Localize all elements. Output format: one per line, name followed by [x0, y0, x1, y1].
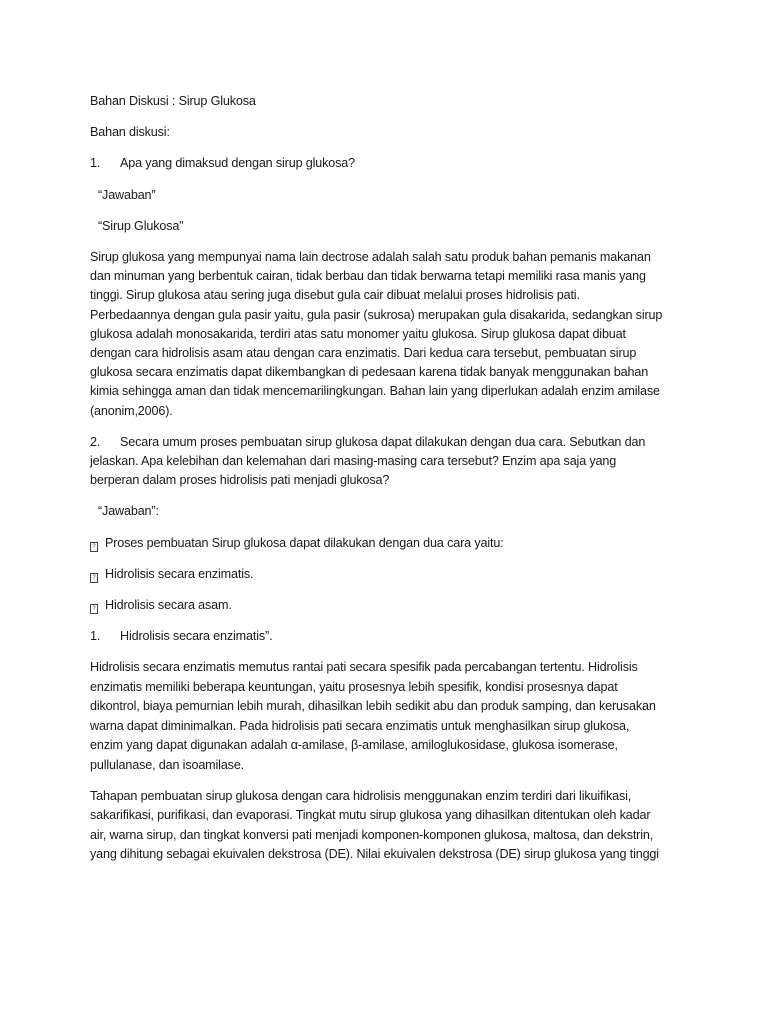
question-1 — [90, 154, 680, 173]
paragraph-line: dengan cara hidrolisis asam atau dengan cara enzimatis. Dari kedua cara tersebut, pembuatan sirup — [90, 346, 637, 361]
paragraph-line: dan minuman yang berbentuk cairan, tidak berbau dan tidak berwarna tetapi memiliki rasa manis yang — [90, 269, 646, 284]
paragraph-line: glukosa secara enzimatis dapat dikembangkan di pedesaan karena tidak banyak menggunakan bahan — [90, 365, 649, 380]
question-1-number: 1. — [90, 156, 101, 171]
missing-glyph-icon: ? — [90, 604, 98, 614]
paragraph-line: Hidrolisis secara enzimatis memutus rantai pati secara spesifik pada percabangan tertentu. Hidrolisis — [90, 660, 638, 675]
paragraph-2 — [90, 658, 680, 774]
question-2-number: 2. — [90, 434, 101, 449]
bullet-text: Hidrolisis secara asam. — [105, 598, 232, 613]
paragraph-line: enzimatis memiliki beberapa keuntungan, yaitu prosesnya lebih spesifik, kondisi prosesnya dapat — [90, 679, 618, 694]
paragraph-line: warna dapat diminimalkan. Pada hidrolisis pati secara enzimatis untuk menghasilkan sirup glukosa, — [90, 718, 630, 733]
question-2-line: berperan dalam proses hidrolisis pati menjadi glukosa? — [90, 473, 390, 488]
missing-glyph-icon: ? — [90, 542, 98, 552]
question-2 — [90, 433, 680, 491]
paragraph-line: (anonim,2006). — [90, 403, 173, 418]
bullet-item — [90, 534, 680, 553]
question-2-line: jelaskan. Apa kelebihan dan kelemahan dari masing-masing cara tersebut? Enzim apa saja yang — [90, 454, 617, 469]
subsection-1-number: 1. — [90, 629, 101, 644]
bullet-text: Proses pembuatan Sirup glukosa dapat dilakukan dengan dua cara yaitu: — [105, 535, 504, 550]
paragraph-line: dikontrol, biaya pemurnian lebih murah, dihasilkan lebih sedikit abu dan produk samping, dan kerusakan — [90, 699, 656, 714]
paragraph-line: tinggi. Sirup glukosa atau sering juga disebut gula cair dibuat melalui proses hidrolisis pati. — [90, 288, 580, 303]
paragraph-line: Sirup glukosa yang mempunyai nama lain dectrose adalah salah satu produk bahan pemanis makanan — [90, 250, 651, 265]
bullet-item — [90, 596, 680, 615]
paragraph-line: yang dihitung sebagai ekuivalen dekstrosa (DE). Nilai ekuivalen dekstrosa (DE) sirup glukosa yang tinggi — [90, 847, 659, 862]
subsection-1 — [90, 627, 680, 646]
paragraph-line: Perbedaannya dengan gula pasir yaitu, gula pasir (sukrosa) merupakan gula disakarida, sedangkan sirup — [90, 307, 663, 322]
question-1-text: Apa yang dimaksud dengan sirup glukosa? — [120, 156, 355, 171]
answer-1-heading: “Sirup Glukosa” — [98, 218, 184, 233]
section-subtitle: Bahan diskusi: — [90, 125, 170, 140]
paragraph-line: glukosa adalah monosakarida, terdiri atas satu monomer yaitu glukosa. Sirup glukosa dapat dibuat — [90, 326, 626, 341]
question-2-line: Secara umum proses pembuatan sirup glukosa dapat dilakukan dengan dua cara. Sebutkan dan — [120, 434, 646, 449]
answer-1-label: “Jawaban” — [98, 187, 156, 202]
paragraph-3 — [90, 787, 680, 865]
bullet-text: Hidrolisis secara enzimatis. — [105, 566, 254, 581]
paragraph-line: sakarifikasi, purifikasi, dan evaporasi. Tingkat mutu sirup glukosa yang dihasilkan ditentukan oleh kadar — [90, 808, 651, 823]
paragraph-line: Tahapan pembuatan sirup glukosa dengan cara hidrolisis menggunakan enzim terdiri dari likuifikasi, — [90, 788, 632, 803]
document-title: Bahan Diskusi : Sirup Glukosa — [90, 94, 256, 108]
missing-glyph-icon: ? — [90, 573, 98, 583]
bullet-item — [90, 565, 680, 584]
paragraph-1 — [90, 248, 680, 421]
paragraph-line: enzim yang dapat digunakan adalah α-amilase, β-amilase, amiloglukosidase, glukosa isomerase, — [90, 738, 618, 753]
paragraph-line: kimia sehingga aman dan tidak mencemarilingkungan. Bahan lain yang diperlukan adalah enzim amilase — [90, 384, 660, 399]
answer-2-label: “Jawaban”: — [98, 504, 159, 519]
document-page — [90, 92, 680, 865]
paragraph-line: air, warna sirup, dan tingkat konversi pati menjadi komponen-komponen glukosa, maltosa, dan dekstrin, — [90, 827, 654, 842]
paragraph-line: pullulanase, dan isoamilase. — [90, 757, 245, 772]
subsection-1-text: Hidrolisis secara enzimatis”. — [120, 629, 273, 644]
